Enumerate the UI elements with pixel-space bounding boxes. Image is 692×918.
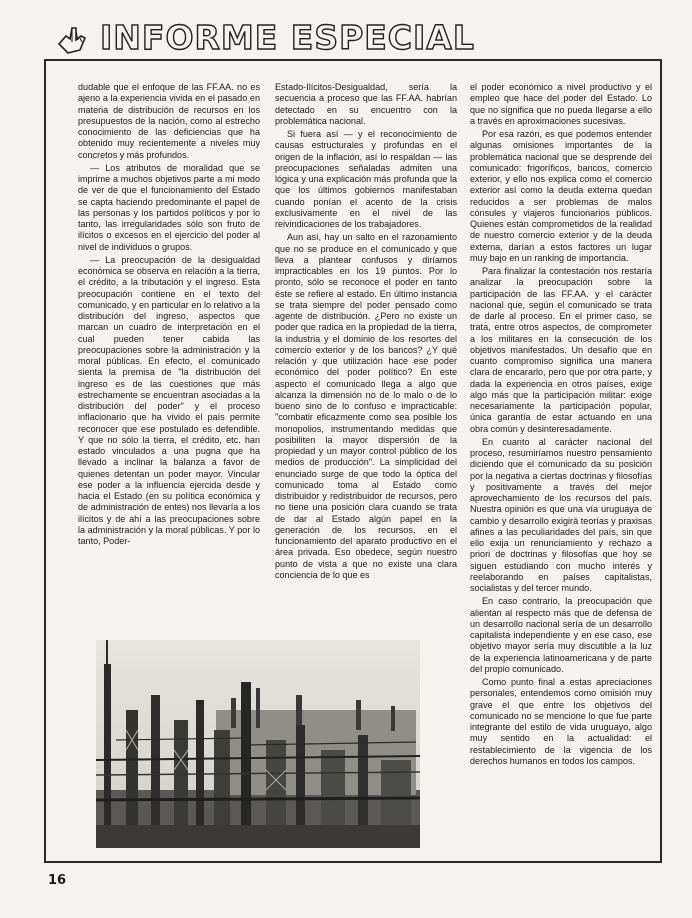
paragraph: el poder económico a nivel productivo y el empleo que hace del poder del Estado. Lo que no significa que no pueda llegarse a ello a través en aproximaciones sucesivas.: [470, 82, 652, 126]
section-title: INFORME ESPECIAL: [100, 18, 475, 57]
paragraph: Como punto final a estas apreciaciones personales, entendemos como omisión muy grave el que entre los objetivos del comunicado no se mencione lo que fue parte integrante del estilo de vida uruguayo, algo muy sentido en la actualidad: el restablecimiento de la vigencia de los derechos humanos en todos los campos.: [470, 677, 652, 766]
paragraph: dudable que el enfoque de las FF.AA. no es ajeno a la experiencia vivida en el pasado en materia de distribución de recursos en los presupuestos de la nación, como al estrecho conocimiento de las deficiencias que ha obtenido muy recientemente a niveles muy concretos y más profundos.: [78, 82, 260, 160]
text-column-2: [275, 82, 457, 618]
paragraph: En caso contrario, la preocupación que alientan al respecto más que de defensa de un desarrollo nacional sería de un desarrollo capitalista independiente y en ese caso, ese objetivo mayor sería muy discutible a la luz de la experiencia latinoamericana y de parte del propio comunicado.: [470, 596, 652, 674]
hand-pointer-icon: [56, 22, 92, 56]
refinery-illustration: [96, 640, 420, 848]
section-header: [56, 16, 475, 62]
paragraph: Estado-Ilícitos-Desigualdad, sería la secuencia a proceso que las FF.AA. habrían detectado en su encuentro con la problemática nacional.: [275, 82, 457, 126]
text-column-3: [470, 82, 652, 858]
refinery-photo: [96, 640, 420, 848]
paragraph: Para finalizar la contestación nos restaría analizar la preocupación sobre la participación de las FF.AA. y el carácter nacional que, según el comunicado se trata de darle al proceso. En el primer caso, se trata, entre otros aspectos, de comprometer a los militares en la consecución de los objetivos manifestados. Un desafío que en cuanto compromiso significa una manera clara de encararlo, pero que por otra parte, y dada la experiencia en otros países, exige algo más que la participación militar: exige necesariamente la participación popular, única garantía de estar actuando en una obra común y desinteresadamente.: [470, 266, 652, 434]
page-number: 16: [48, 873, 67, 888]
paragraph: Por esa razón, es que podemos entender algunas omisiones importantes de la problemática nacional que se desprende del comunicado: frigoríficos, bancos, comercio exterior, y ello nos explica como el comercio exterior así como la deuda externa quedan reducidos a ser problemas de malos cónsules y viajeros funcionarios públicos. Quienes están comprometidos de la realidad de nuestro comercio exterior y de la deuda externa, darían a estos factores un lugar muy bajo en un ranking de importancia.: [470, 129, 652, 263]
paragraph: — Los atributos de moralidad que se imprime a muchos objetivos parte a mi modo de ver de que el funcionamiento del Estado se capta haciendo predominante el papel de las personas y los partidos políticos y por lo tanto, las irregularidades sólo son fruto de ilícitos o excesos en el ejercicio del poder al nivel de individuos o grupos.: [78, 162, 260, 252]
paragraph: En cuanto al carácter nacional del proceso, resumiríamos nuestro pensamiento diciendo que el comunicado da su posición por la negativa a ciertas doctrinas y filosofías y positivamente a través del mejor aprovechamiento de los recursos del país. Nuestra opinión es que una vía uruguaya de cambio y desarrollo exigirá teorías y praxisas afines a las peculiaridades del país, sin que ello exija un renunciamiento y rechazo a priori de doctrinas y filosofías que hoy se siguen estudiando con mucho interés y reelaborando en países capitalistas, socialistas y del tercer mundo.: [470, 436, 652, 593]
paragraph: — La preocupación de la desigualdad económica se observa en relación a la tierra, el crédito, a la tributación y el ingreso. Esta preocupación contiene en el texto del comunicado, y en particular en lo relativo a la distribución del ingreso, aspectos que marcan un cuadro de interpretación en el cual pueden tener cabida las preocupaciones sobre la administración y la moral públicas. En efecto, el comunicado sienta la premisa de "la distribución del ingreso es de las cuestiones que más estrechamente se encuentran asociadas a la distribución del poder" y el proceso inflacionario que ha vivido el país permite reconocer que ese postulado es defendible. Y que no sólo la tierra, el crédito, etc. han estado vinculados a una pugna que ha llevado a inclinar la balanza a favor de quienes detentan un poder mayor. Vincular ese poder a la influencia ejercida desde y hacia el Estado (en su política económica y de administración de entes) nos llevaría a los ilícitos y de ahí a las preocupaciones sobre la administración y la moral públicas. Y por lo tanto, Poder-: [78, 254, 260, 546]
paragraph: Aun así, hay un salto en el razonamiento que no se produce en el comunicado y que lleva a plantear confusos y diríamos impracticables en los 19 puntos. Por lo pronto, sólo se reconoce el poder en tanto éste se refiere al estado. En último instancia se trata siempre del poder pensado como agente de distribución. ¿Pero no existe un poder que radica en la propiedad de la tierra, la industria y el dominio de los resortes del comercio exterior y de los bancos? ¿Y qué relación y que utilización hace ese poder económico del poder político? En este aspecto el comunicado llega a algo que alcanza la dimensión no de lo malo o de lo bueno sino de lo confuso e impracticable: "combatir eficazmente como sea posible los monopolios, instrumentando medidas que posibiliten la mayor dispersión de la propiedad y un mayor control público de los medios de producción". La simplicidad del enunciado surge de que todo la óptica del comunicado toma al Estado como distribuidor y redistribuidor de recursos, pero no tiene una posición clara cuando se trata de dar al Estado algún papel en la generación de los recursos, en el funcionamiento del aparato productivo en el área privada. Eso obedece, según nuestro punto de vista a que no existe una clara conciencia de lo que es: [275, 232, 457, 580]
text-column-1: [78, 82, 260, 618]
paragraph: Si fuera así — y el reconocimiento de causas estructurales y profundas en el origen de la inflación, así lo respaldan — las preocupaciones señaladas admiten una lógica y una explicación más profunda que la que los últimos gobiernos manifestaban cuando ponían el acento de la crisis exclusivamente en el nivel de las reivindicaciones de los trabajadores.: [275, 129, 457, 229]
